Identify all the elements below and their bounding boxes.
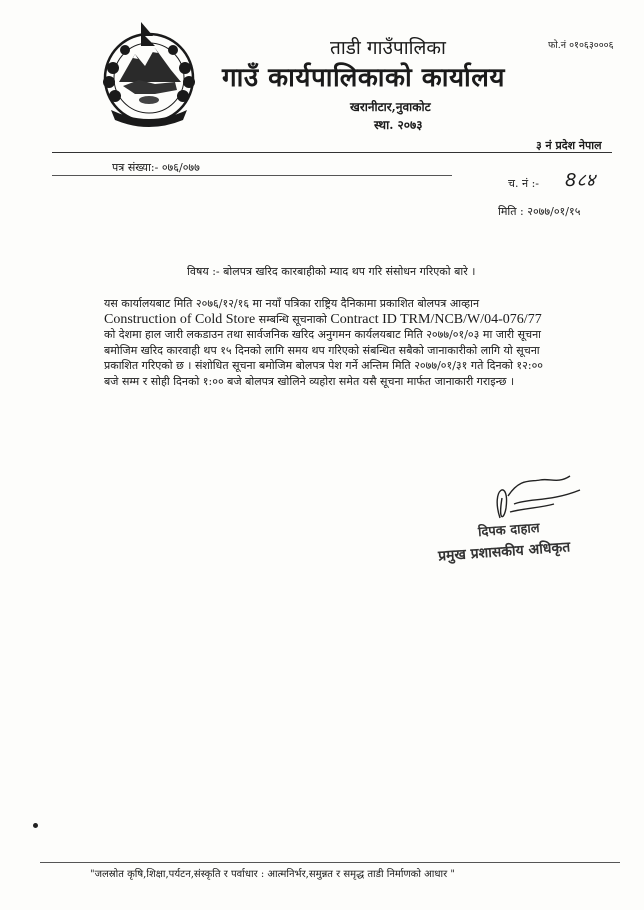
header-divider [52, 152, 612, 153]
letter-number: पत्र संख्या:- ०७६/०७७ [112, 161, 200, 174]
body-line-1: यस कार्यालयबाट मिति २०७६/१२/१६ मा नयाँ पत्रिका राष्ट्रिय दैनिकामा प्रकाशित बोलपत्र आव्हान [104, 297, 480, 310]
phone-number: फो.नं ०१०६३०००६ [548, 40, 614, 51]
signatory-name: दिपक दाहाल [477, 520, 541, 541]
signatory-title: प्रमुख प्रशासकीय अधिकृत [437, 539, 571, 565]
established-year: स्था. २०७३ [374, 118, 423, 132]
footer-motto: "जलस्रोत कृषि,शिक्षा,पर्यटन,संस्कृति र पर्वाधार : आत्मनिर्भर,समुन्नत र समृद्ध ताडी निर्माणको आधार " [90, 869, 455, 880]
province-label: ३ नं प्रदेश नेपाल [536, 139, 602, 152]
reference-divider [52, 175, 452, 176]
municipality-name: ताडी गाउँपालिका [330, 37, 446, 59]
subject-line: विषय :- बोलपत्र खरिद कारबाहीको म्याद थप गरि संसोधन गरिएको बारे । [187, 265, 476, 278]
letter-date: मिति : २०७७/०१/१५ [498, 205, 581, 218]
body-line-2-mid: सम्बन्धि सूचनाको [255, 312, 331, 326]
body-line-2 [104, 312, 550, 328]
nepal-emblem-icon [95, 20, 203, 128]
office-address: खरानीटार,नुवाकोट [350, 100, 431, 114]
footer-divider [40, 862, 620, 863]
letter-body [104, 296, 550, 389]
office-title: गाउँ कार्यपालिकाको कार्यालय [222, 63, 505, 93]
body-paragraph: को देशमा हाल जारी लकडाउन तथा सार्वजनिक खरिद अनुगमन कार्यलयबाट मिति २०७७/०१/०३ मा जारी सूचना बमोजिम खरिद कारवाही थप १५ दिनको लागि समय थप गरिएको संबन्धित सबैको जानाकारीको लागि यो सूचना प्रकाशित गरिएको छ । संशोधित सूचना बमोजिम बोलपत्र पेश गर्ने अन्तिम मिति २०७७/०१/३१ गते दिनको १२:०० बजे सम्म र सोही दिनको १:०० बजे बोलपत्र खोलिने व्यहोरा समेत यसै सूचना मार्फत जानाकारी गराइन्छ । [104, 328, 544, 388]
dispatch-number-label: च. नं :- [508, 177, 540, 190]
contract-id: Contract ID TRM/NCB/W/04-076/77 [330, 311, 542, 327]
contract-title: Construction of Cold Store [104, 311, 256, 327]
page-mark [33, 823, 38, 828]
dispatch-number-handwritten: 8८४ [565, 170, 596, 191]
